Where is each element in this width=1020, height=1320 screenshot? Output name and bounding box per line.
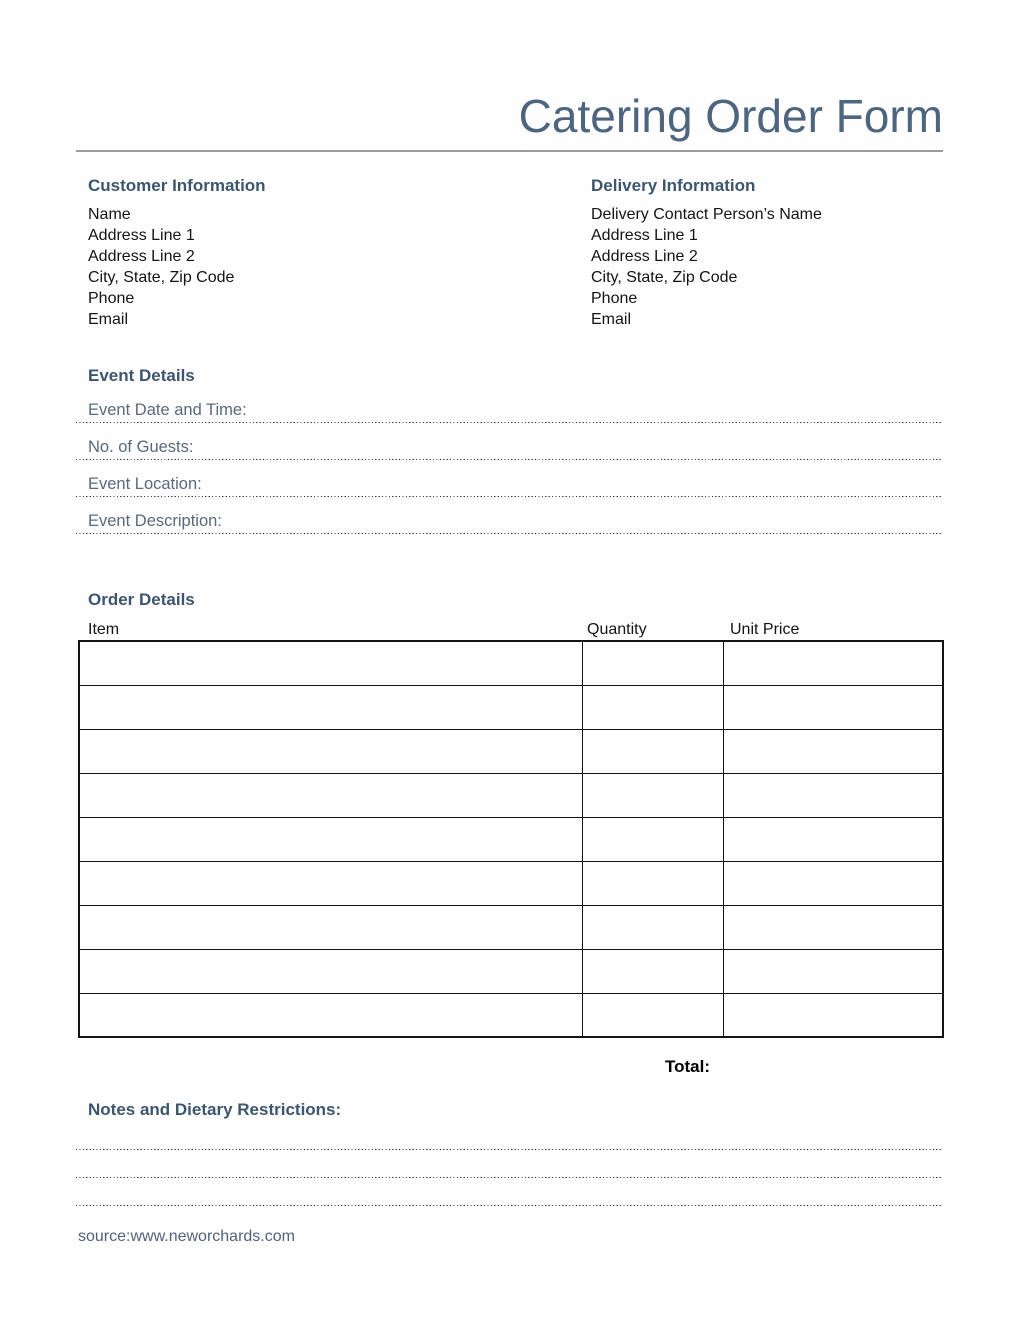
- column-header-unit-price: Unit Price: [730, 621, 800, 638]
- contact-info-section: [0, 176, 1020, 330]
- delivery-field-city-state-zip: City, State, Zip Code: [591, 269, 738, 286]
- order-cell-quantity[interactable]: [582, 729, 723, 773]
- form-header: [0, 0, 1020, 152]
- event-location-field[interactable]: [76, 460, 943, 497]
- order-cell-unit-price[interactable]: [723, 729, 943, 773]
- customer-field-name: Name: [88, 206, 131, 223]
- notes-heading: Notes and Dietary Restrictions:: [88, 1100, 342, 1119]
- event-details-section: [0, 366, 1020, 534]
- order-table-row: [79, 905, 943, 949]
- order-table-row: [79, 773, 943, 817]
- delivery-information-heading: Delivery Information: [591, 176, 756, 195]
- notes-fill-line[interactable]: [76, 1178, 943, 1206]
- event-description-field[interactable]: [76, 497, 943, 534]
- order-table-row: [79, 949, 943, 993]
- event-location-label: Event Location:: [88, 475, 202, 493]
- order-cell-quantity[interactable]: [582, 993, 723, 1037]
- order-table-row: [79, 729, 943, 773]
- form-footer: [0, 1227, 1020, 1247]
- customer-information-heading: Customer Information: [88, 176, 266, 195]
- order-cell-item[interactable]: [79, 905, 582, 949]
- customer-field-phone: Phone: [88, 290, 135, 307]
- order-cell-item[interactable]: [79, 685, 582, 729]
- order-cell-item[interactable]: [79, 641, 582, 685]
- event-date-time-field[interactable]: [76, 386, 943, 423]
- delivery-field-address2: Address Line 2: [591, 248, 698, 265]
- order-cell-unit-price[interactable]: [723, 773, 943, 817]
- order-cell-unit-price[interactable]: [723, 817, 943, 861]
- column-header-item: Item: [88, 621, 120, 638]
- order-cell-unit-price[interactable]: [723, 641, 943, 685]
- event-description-label: Event Description:: [88, 512, 222, 530]
- customer-information-block: [76, 176, 591, 330]
- delivery-field-phone: Phone: [591, 290, 638, 307]
- order-cell-quantity[interactable]: [582, 817, 723, 861]
- order-table-row: [79, 993, 943, 1037]
- order-cell-item[interactable]: [79, 949, 582, 993]
- delivery-field-email: Email: [591, 311, 632, 328]
- order-cell-unit-price[interactable]: [723, 905, 943, 949]
- event-details-heading: Event Details: [88, 366, 195, 385]
- source-text: source:www.neworchards.com: [78, 1228, 295, 1245]
- notes-section: [0, 1100, 1020, 1206]
- order-cell-unit-price[interactable]: [723, 993, 943, 1037]
- order-table-row: [79, 861, 943, 905]
- notes-fill-line[interactable]: [76, 1122, 943, 1150]
- order-table: [78, 640, 944, 1038]
- customer-field-address1: Address Line 1: [88, 227, 195, 244]
- order-cell-quantity[interactable]: [582, 773, 723, 817]
- delivery-information-fields: [591, 204, 943, 330]
- order-cell-item[interactable]: [79, 861, 582, 905]
- column-header-quantity: Quantity: [587, 621, 647, 638]
- total-label: Total:: [665, 1057, 711, 1076]
- notes-fill-line[interactable]: [76, 1150, 943, 1178]
- order-cell-item[interactable]: [79, 993, 582, 1037]
- order-table-row: [79, 685, 943, 729]
- order-cell-quantity[interactable]: [582, 905, 723, 949]
- delivery-field-contact-name: Delivery Contact Person’s Name: [591, 206, 822, 223]
- no-of-guests-field[interactable]: [76, 423, 943, 460]
- order-cell-unit-price[interactable]: [723, 949, 943, 993]
- order-details-section: [0, 590, 1020, 1077]
- order-total-row: [76, 1056, 943, 1077]
- order-table-column-headers: [76, 620, 943, 640]
- customer-field-city-state-zip: City, State, Zip Code: [88, 269, 235, 286]
- order-cell-quantity[interactable]: [582, 949, 723, 993]
- order-table-row: [79, 641, 943, 685]
- delivery-information-block: [591, 176, 943, 330]
- customer-information-fields: [88, 204, 591, 330]
- order-cell-item[interactable]: [79, 729, 582, 773]
- order-cell-quantity[interactable]: [582, 861, 723, 905]
- notes-lines: [76, 1122, 943, 1206]
- delivery-field-address1: Address Line 1: [591, 227, 698, 244]
- customer-field-email: Email: [88, 311, 129, 328]
- order-cell-item[interactable]: [79, 773, 582, 817]
- order-cell-unit-price[interactable]: [723, 685, 943, 729]
- title-divider: [76, 150, 943, 152]
- order-cell-unit-price[interactable]: [723, 861, 943, 905]
- order-details-heading: Order Details: [88, 590, 195, 609]
- order-cell-item[interactable]: [79, 817, 582, 861]
- page-title: Catering Order Form: [518, 90, 943, 142]
- order-cell-quantity[interactable]: [582, 641, 723, 685]
- customer-field-address2: Address Line 2: [88, 248, 195, 265]
- order-table-row: [79, 817, 943, 861]
- order-table-body: [79, 641, 943, 1037]
- order-cell-quantity[interactable]: [582, 685, 723, 729]
- event-date-time-label: Event Date and Time:: [88, 401, 247, 419]
- no-of-guests-label: No. of Guests:: [88, 438, 194, 456]
